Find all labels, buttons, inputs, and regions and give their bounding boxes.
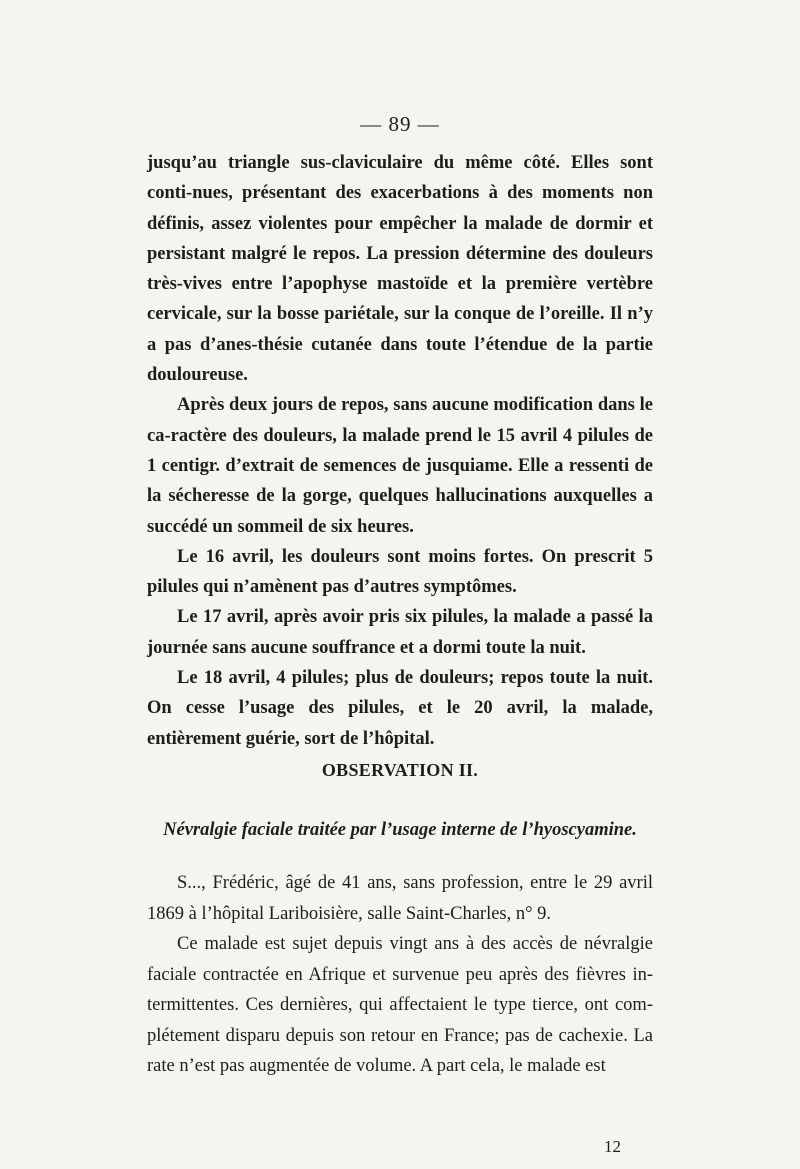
paragraph: jusqu’au triangle sus-claviculaire du même côté. Elles sont conti-nues, présentant des exacerbations à des moments non définis, assez violentes pour empêcher la malade de dormir et persistant malgré le repos. La pression détermine des douleurs très-vives entre l’apophyse mastoïde et la première vertèbre cervicale, sur la bosse pariétale, sur la conque de l’oreille. Il n’y a pas d’anes-thésie cutanée dans toute l’étendue de la partie douloureuse. [147,153,653,386]
page-number: — 89 — [360,112,440,136]
paragraph: Le 17 avril, après avoir pris six pilules, la malade a passé la journée sans aucune souffrance et a dormi toute la nuit. [147,607,653,658]
paragraph: Ce malade est sujet depuis vingt ans à des accès de névralgie faciale contractée en Afrique et survenue peu après des fièvres in-termittentes. Ces dernières, qui affectaient le type tierce, ont com-plétement disparu depuis son retour en France; pas de cachexie. La rate n’est pas augmentée de volume. A part cela, le malade est [147,934,653,1076]
signature-mark: 12 [604,1137,621,1156]
paragraph: S..., Frédéric, âgé de 41 ans, sans profession, entre le 29 avril 1869 à l’hôpital Lariboisière, salle Saint-Charles, n° 9. [147,873,653,924]
observation-subtitle: Névralgie faciale traitée par l’usage interne de l’hyoscyamine. [163,820,637,840]
observation-title: OBSERVATION II. [321,760,479,780]
paragraph: Après deux jours de repos, sans aucune modification dans le ca-ractère des douleurs, la malade prend le 15 avril 4 pilules de 1 centigr. d’extrait de semences de jusquiame. Elle a ressenti de la sécheresse de la gorge, quelques hallucinations auxquelles a succédé un sommeil de six heures. [147,395,653,537]
paragraph: Le 18 avril, 4 pilules; plus de douleurs; repos toute la nuit. On cesse l’usage des pilules, et le 20 avril, la malade, entièrement guérie, sort de l’hôpital. [147,668,653,749]
section-body [147,148,653,754]
observation-body [147,868,653,1082]
paragraph: Le 16 avril, les douleurs sont moins fortes. On prescrit 5 pilules qui n’amènent pas d’autres symptômes. [147,546,653,598]
